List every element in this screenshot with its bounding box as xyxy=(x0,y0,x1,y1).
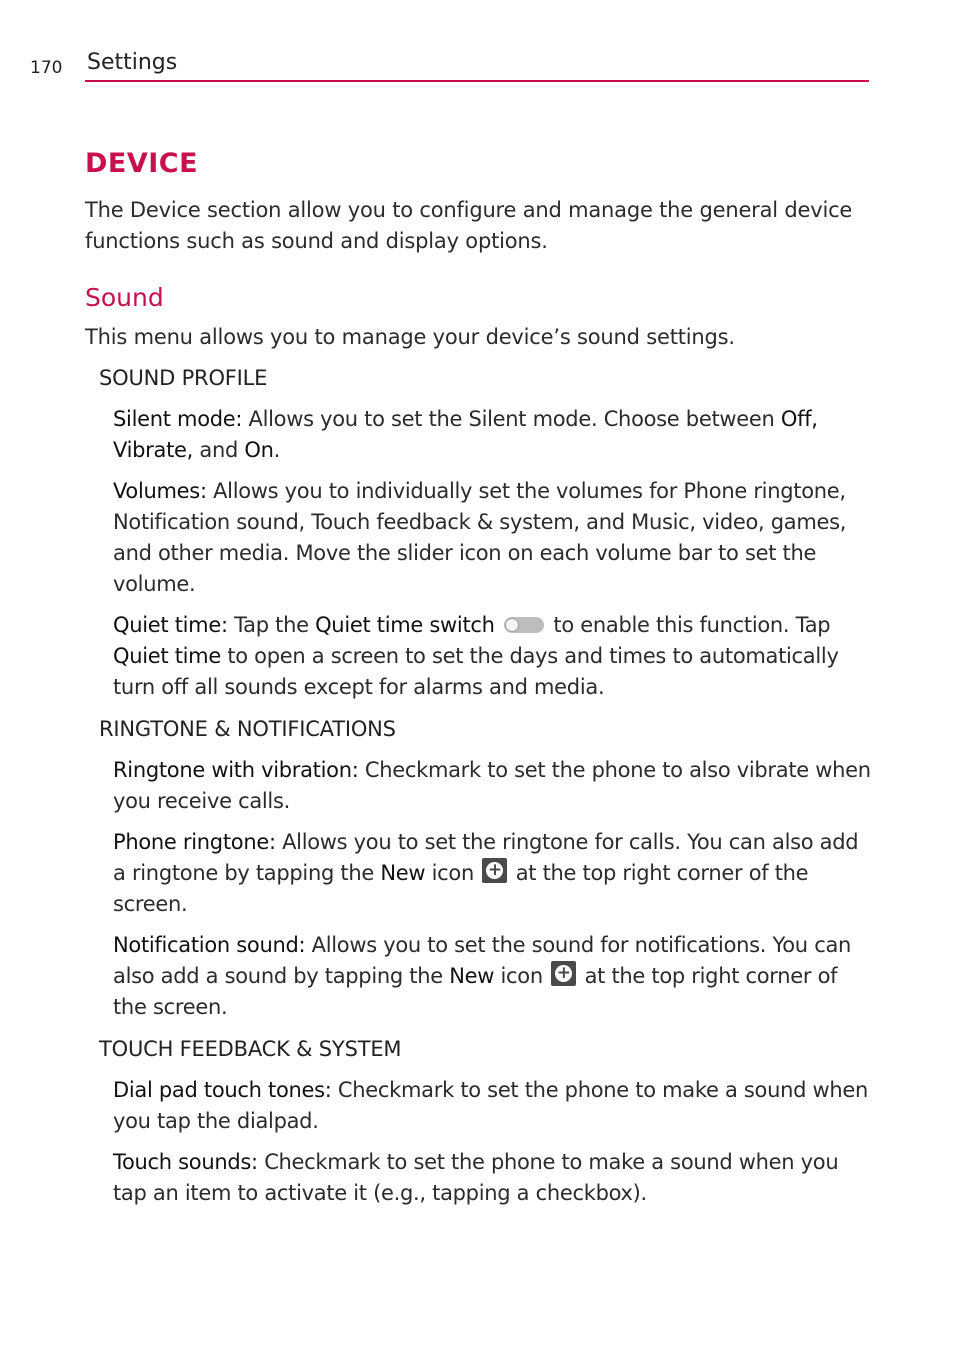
notification-sound-term: Notification sound: xyxy=(113,933,306,957)
running-head: Settings xyxy=(87,50,178,75)
page-number: 170 xyxy=(30,58,63,78)
notification-sound-item xyxy=(113,930,875,1023)
ringtone-notifications-heading: RINGTONE & NOTIFICATIONS xyxy=(99,717,396,741)
quiet-time-text-2: to enable this function. Tap xyxy=(547,613,831,637)
phone-ringtone-item xyxy=(113,827,875,920)
sound-profile-heading: SOUND PROFILE xyxy=(99,366,268,390)
toggle-switch-off-icon xyxy=(504,617,544,633)
dial-pad-tones-item xyxy=(113,1075,875,1137)
touch-feedback-heading: TOUCH FEEDBACK & SYSTEM xyxy=(99,1037,402,1061)
quiet-time-text-3: to open a screen to set the days and times to automatically turn off all sounds except for alarms and media. xyxy=(113,644,839,699)
quiet-time-item xyxy=(113,610,875,703)
silent-mode-item xyxy=(113,404,875,466)
ringtone-vibration-item xyxy=(113,755,875,817)
volumes-text: Allows you to individually set the volumes for Phone ringtone, Notification sound, Touch feedback & system, and Music, video, games, and other media. Move the slider icon on each volume bar to set the volume. xyxy=(113,479,847,596)
add-plus-icon xyxy=(482,858,507,883)
phone-ringtone-new-label: New xyxy=(380,861,426,885)
add-plus-icon xyxy=(551,961,576,986)
phone-ringtone-term: Phone ringtone: xyxy=(113,830,276,854)
notification-sound-text-1: Allows you to set the sound for notifications. You can also add a sound by tapping the xyxy=(113,933,852,988)
quiet-time-text-1: Tap the xyxy=(227,613,316,637)
volumes-item xyxy=(113,476,875,600)
silent-mode-option-1: Off, Vibrate, xyxy=(113,407,818,462)
ringtone-vibration-text: Checkmark to set the phone to also vibrate when you receive calls. xyxy=(113,758,871,813)
touch-sounds-term: Touch sounds: xyxy=(113,1150,258,1174)
silent-mode-option-2: On xyxy=(244,438,274,462)
notification-sound-text-3: at the top right corner of the screen. xyxy=(113,964,838,1019)
sound-heading: Sound xyxy=(85,283,164,312)
silent-mode-text: Allows you to set the Silent mode. Choose between xyxy=(242,407,781,431)
quiet-time-term-2: Quiet time xyxy=(113,644,221,668)
device-heading: DEVICE xyxy=(85,148,199,179)
header-rule xyxy=(85,80,869,82)
touch-sounds-item xyxy=(113,1147,875,1209)
ringtone-vibration-term: Ringtone with vibration: xyxy=(113,758,359,782)
touch-sounds-text: Checkmark to set the phone to make a sound when you tap an item to activate it (e.g., tapping a checkbox). xyxy=(113,1150,839,1205)
notification-sound-new-label: New xyxy=(449,964,495,988)
notification-sound-text-2: icon xyxy=(494,964,550,988)
phone-ringtone-text-3: at the top right corner of the screen. xyxy=(113,861,809,916)
silent-mode-term: Silent mode: xyxy=(113,407,243,431)
device-intro: The Device section allow you to configure and manage the general device functions such as sound and display options. xyxy=(85,198,853,253)
quiet-time-term: Quiet time: xyxy=(113,613,228,637)
dial-pad-tones-term: Dial pad touch tones: xyxy=(113,1078,332,1102)
phone-ringtone-text-1: Allows you to set the ringtone for calls. You can also add a ringtone by tapping the xyxy=(113,830,859,885)
phone-ringtone-text-2: icon xyxy=(425,861,481,885)
silent-mode-and: and xyxy=(193,438,245,462)
quiet-time-switch-label: Quiet time switch xyxy=(315,613,495,637)
sound-intro: This menu allows you to manage your device’s sound settings. xyxy=(85,325,735,349)
dial-pad-tones-text: Checkmark to set the phone to make a sound when you tap the dialpad. xyxy=(113,1078,869,1133)
page-content xyxy=(85,148,875,1219)
silent-mode-end: . xyxy=(273,438,281,462)
volumes-term: Volumes: xyxy=(113,479,207,503)
